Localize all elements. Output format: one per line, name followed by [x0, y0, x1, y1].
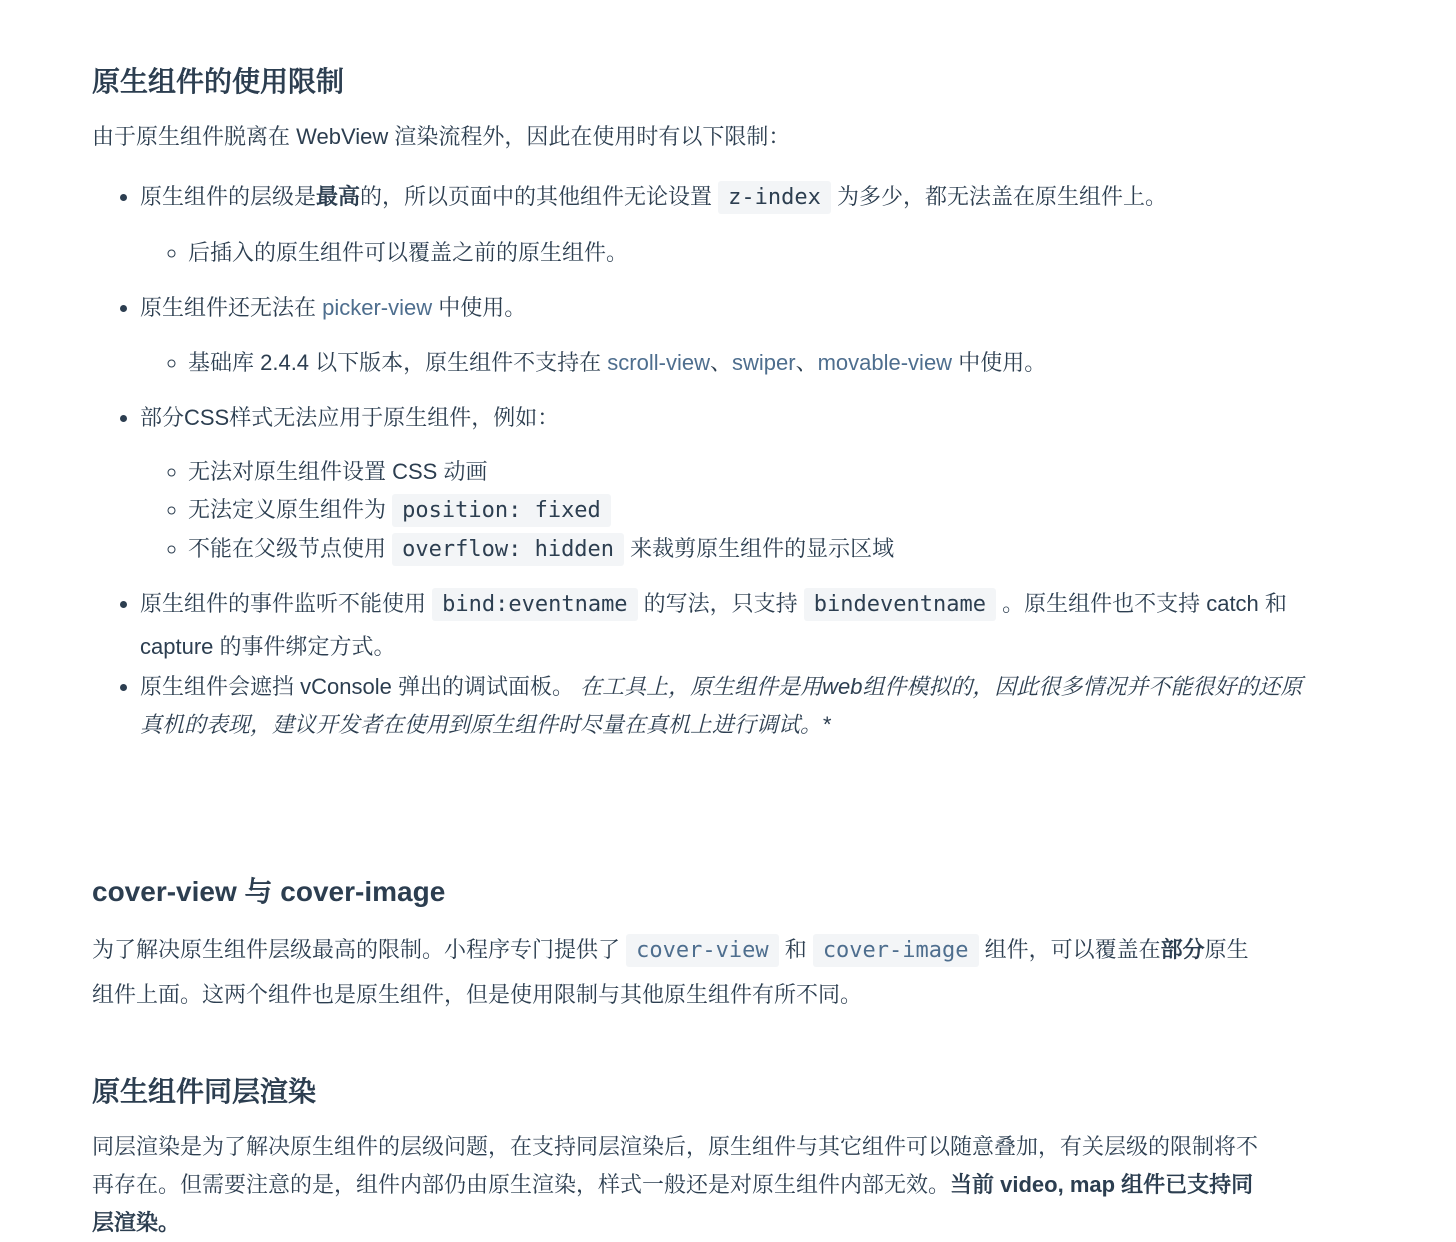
- limits-list: [92, 176, 1310, 744]
- list-item: • 部分CSS样式无法应用于原生组件，例如： ◦ 无法对原生组件设置 CSS 动画 ◦ 无法定义原生组件为 position: fixed ◦ 不能在父级节点使用 overflow: hidden 来裁剪原生组件的显示区域: [140, 397, 1310, 569]
- list-item: • 原生组件的事件监听不能使用 bind:eventname 的写法，只支持 bindeventname 。原生组件也不支持 catch 和 capture 的事件绑定方式。: [140, 583, 1310, 668]
- sub-list-item: ◦ 无法定义原生组件为 position: fixed: [188, 491, 1310, 530]
- list-item: • 原生组件的层级是最高的，所以页面中的其他组件无论设置 z-index 为多少，都无法盖在原生组件上。 ◦ 后插入的原生组件可以覆盖之前的原生组件。: [140, 176, 1310, 273]
- inline-code: bindeventname: [804, 588, 996, 621]
- sub-list-item: ◦ 后插入的原生组件可以覆盖之前的原生组件。: [188, 233, 1310, 273]
- list-item: • 原生组件还无法在 picker-view 中使用。 ◦ 基础库 2.4.4 以下版本，原生组件不支持在 scroll-view、swiper、movable-view 中使用。: [140, 287, 1310, 383]
- italic-note: 在工具上，原生组件是用web组件模拟的，因此很多情况并不能很好的还原真机的表现，建议开发者在使用到原生组件时尽量在真机上进行调试。*: [140, 674, 1303, 737]
- link-swiper[interactable]: swiper: [731, 350, 796, 375]
- sub-list-item: ◦ 基础库 2.4.4 以下版本，原生组件不支持在 scroll-view、swiper、movable-view 中使用。: [188, 343, 1310, 383]
- inline-code-link[interactable]: cover-view: [626, 934, 778, 967]
- sub-list: [140, 343, 1310, 383]
- inline-code: z-index: [718, 181, 831, 214]
- inline-code-link[interactable]: cover-image: [813, 934, 979, 967]
- bold-text: 部分: [1160, 937, 1205, 962]
- section-paragraph: 为了解决原生组件层级最高的限制。小程序专门提供了 cover-view 和 cover-image 组件，可以覆盖在部分原生组件上面。这两个组件也是原生组件，但是使用限制与其他原生组件有所不同。: [92, 928, 1262, 1017]
- sub-list-item: ◦ 无法对原生组件设置 CSS 动画: [188, 453, 1310, 491]
- bold-text: 当前 video, map 组件已支持同层渲染。: [92, 1172, 1254, 1235]
- sub-list: [140, 453, 1310, 569]
- link-picker-view[interactable]: picker-view: [322, 295, 433, 320]
- section-title-cover-view: cover-view 与 cover-image: [92, 876, 446, 907]
- inline-code: bind:eventname: [432, 588, 637, 621]
- section-intro: 由于原生组件脱离在 WebView 渲染流程外，因此在使用时有以下限制：: [92, 124, 791, 149]
- section-title-native-limits: 原生组件的使用限制: [92, 66, 345, 97]
- inline-code: overflow: hidden: [392, 533, 624, 566]
- sub-list: [140, 233, 1310, 273]
- bold-text: 最高: [316, 184, 361, 209]
- list-item: • 原生组件会遮挡 vConsole 弹出的调试面板。 在工具上，原生组件是用web组件模拟的，因此很多情况并不能很好的还原真机的表现，建议开发者在使用到原生组件时尽量在真机上进行调试。*: [140, 668, 1310, 744]
- sub-list-item: ◦ 不能在父级节点使用 overflow: hidden 来裁剪原生组件的显示区域: [188, 530, 1310, 569]
- section-title-same-layer: 原生组件同层渲染: [92, 1076, 317, 1107]
- link-movable-view[interactable]: movable-view: [817, 350, 953, 375]
- link-scroll-view[interactable]: scroll-view: [607, 350, 710, 375]
- section-paragraph: 同层渲染是为了解决原生组件的层级问题，在支持同层渲染后，原生组件与其它组件可以随意叠加，有关层级的限制将不再存在。但需要注意的是，组件内部仍由原生渲染，样式一般还是对原生组件内部无效。当前 video, map 组件已支持同层渲染。: [92, 1134, 1259, 1235]
- inline-code: position: fixed: [392, 494, 611, 527]
